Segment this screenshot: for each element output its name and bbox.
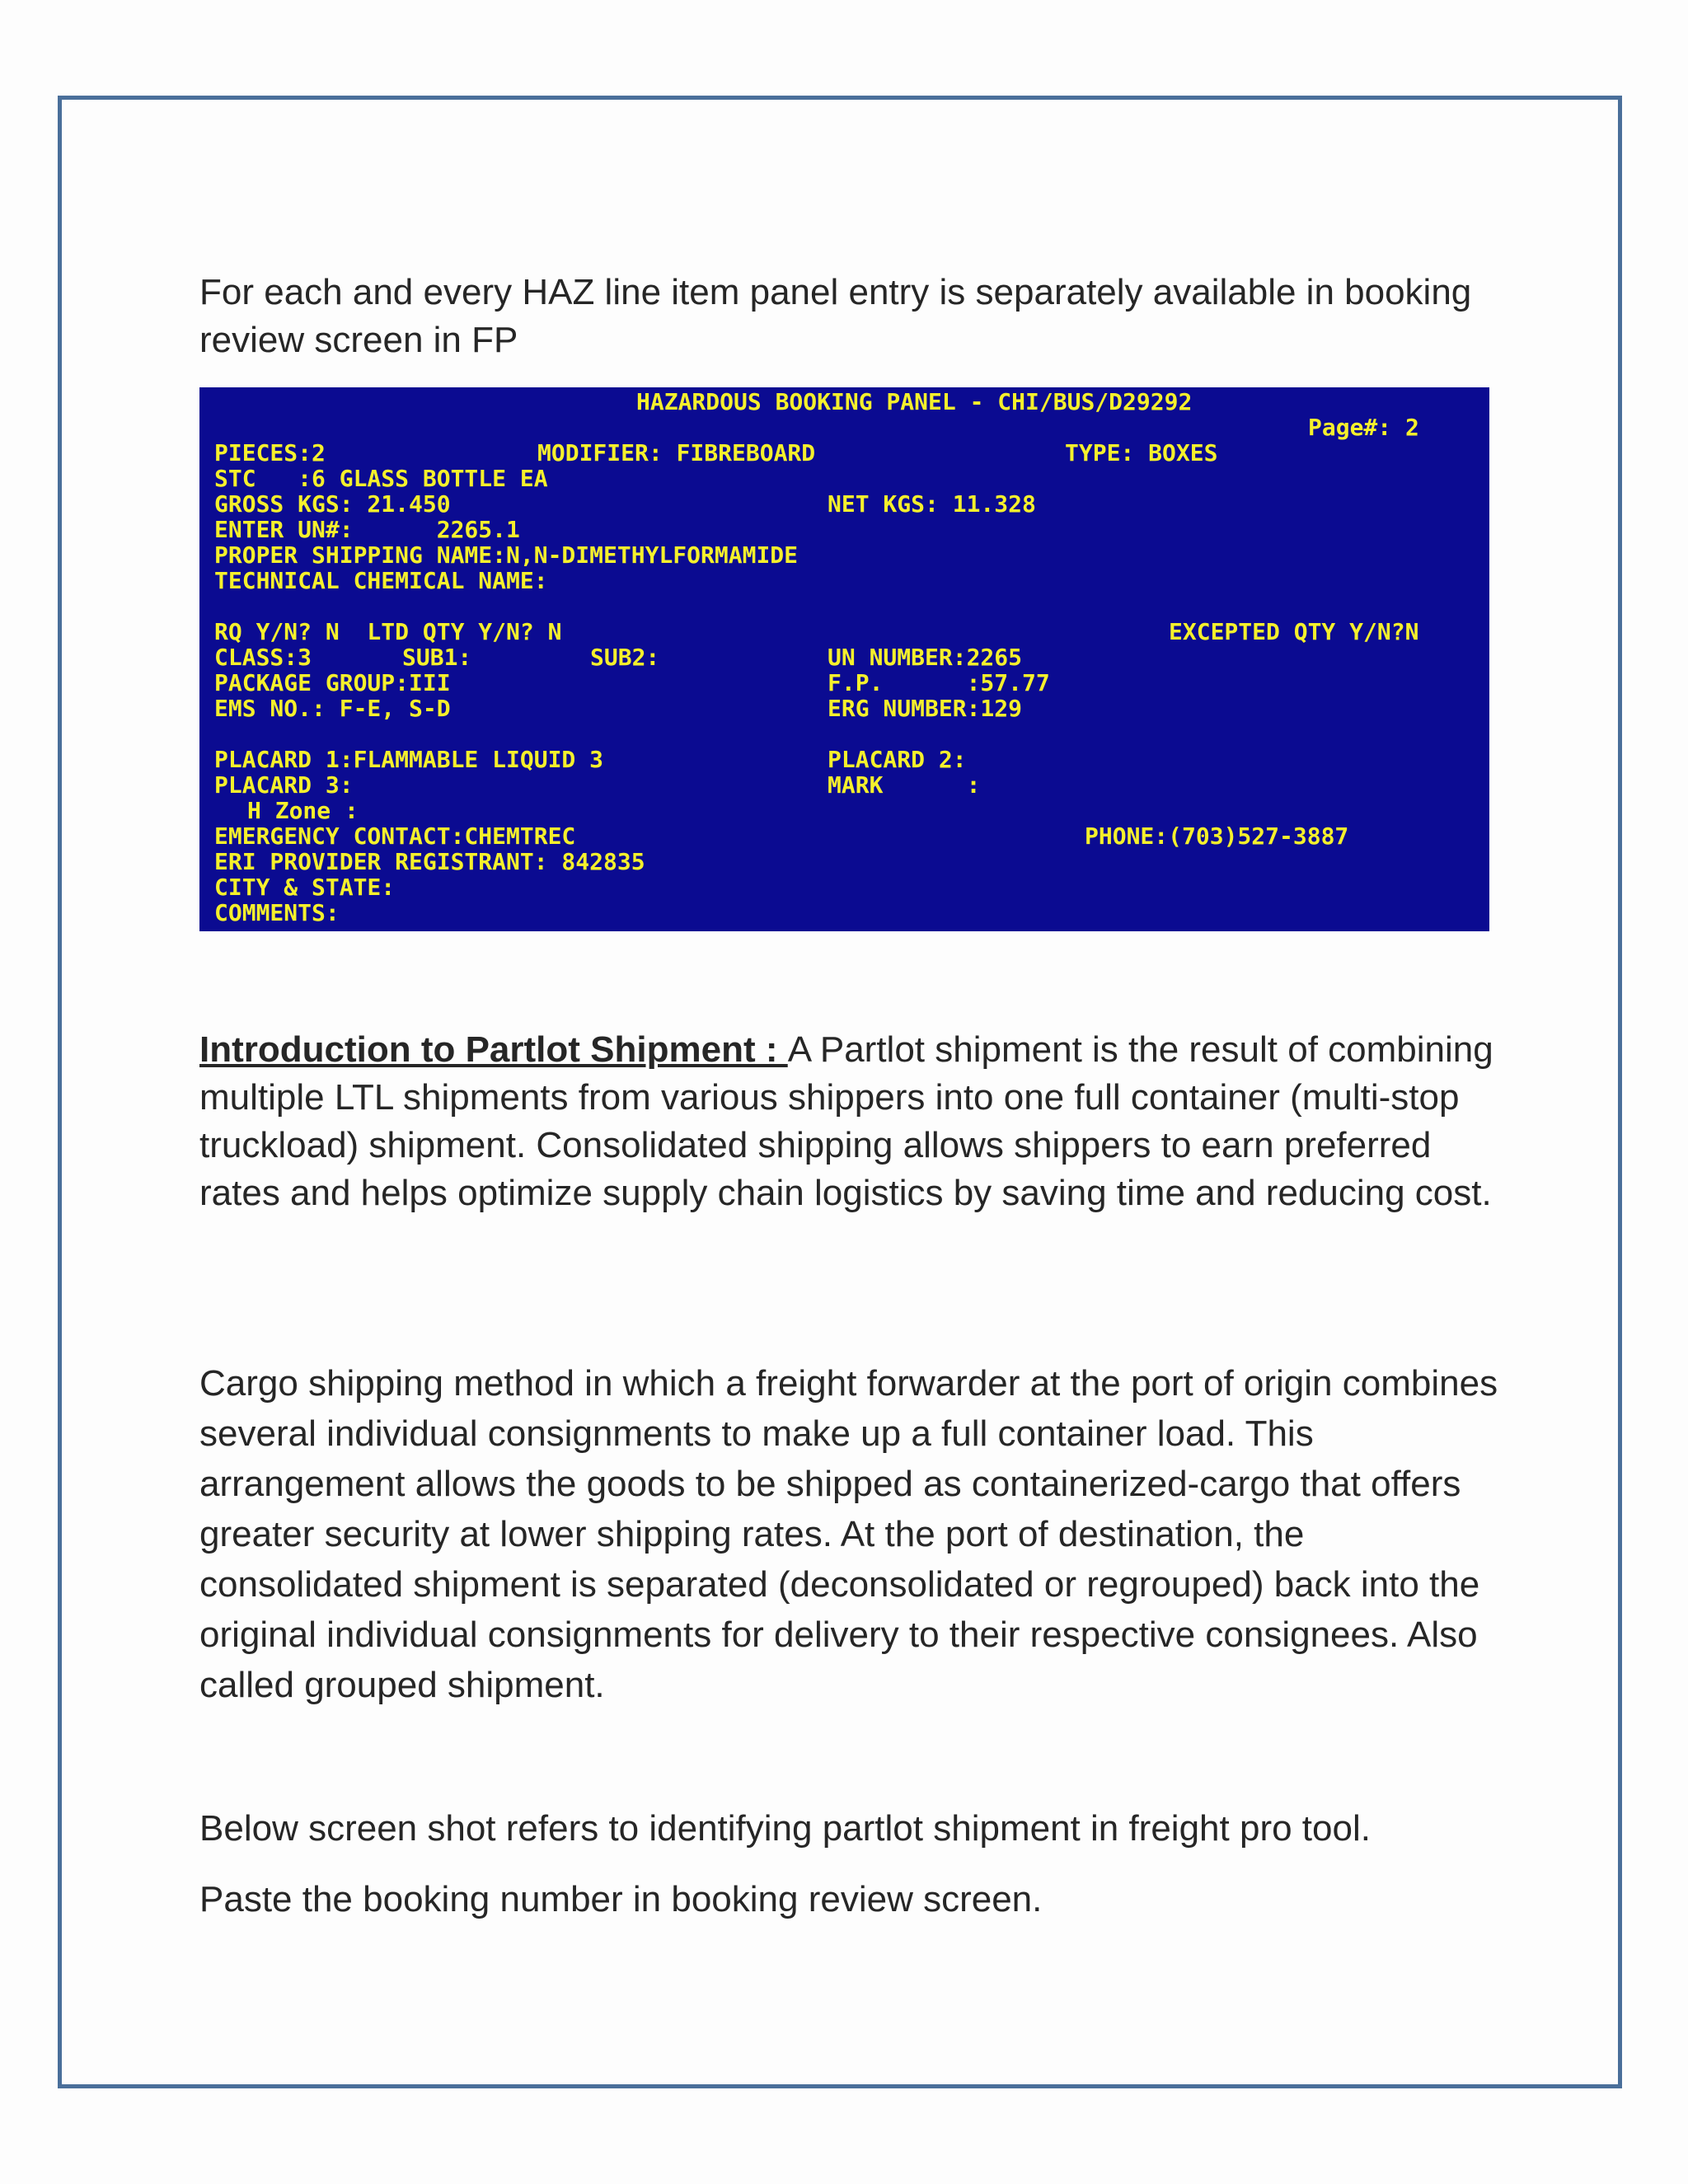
partlot-paragraph bbox=[199, 1026, 1510, 1217]
net-kgs-field[interactable]: NET KGS: 11.328 bbox=[828, 490, 1036, 518]
technical-chemical-name-field[interactable]: TECHNICAL CHEMICAL NAME: bbox=[214, 567, 548, 594]
intro-paragraph: For each and every HAZ line item panel entry is separately available in booking review screen in FP bbox=[199, 272, 1472, 360]
un-row bbox=[199, 517, 1489, 542]
package-group-field[interactable]: PACKAGE GROUP:III bbox=[214, 669, 451, 696]
eri-provider-field[interactable]: ERI PROVIDER REGISTRANT: 842835 bbox=[214, 848, 645, 875]
rq-row bbox=[199, 619, 1489, 644]
placard-row-1 bbox=[199, 747, 1489, 772]
excepted-qty-field[interactable]: EXCEPTED QTY Y/N?N bbox=[1169, 618, 1419, 645]
sub2-field[interactable]: SUB2: bbox=[590, 644, 660, 671]
modifier-field[interactable]: MODIFIER: FIBREBOARD bbox=[537, 439, 816, 466]
weight-row bbox=[199, 491, 1489, 517]
hazardous-booking-panel bbox=[199, 387, 1489, 931]
paste-instruction: Paste the booking number in booking review screen. bbox=[199, 1879, 1043, 1919]
panel-page-row bbox=[199, 415, 1489, 440]
sub1-field[interactable]: SUB1: bbox=[402, 644, 472, 671]
placard-2-field[interactable]: PLACARD 2: bbox=[828, 746, 967, 773]
phone-field[interactable]: PHONE:(703)527-3887 bbox=[1085, 823, 1349, 850]
city-state-field[interactable]: CITY & STATE: bbox=[214, 874, 396, 901]
stc-row bbox=[199, 466, 1489, 491]
ems-no-field[interactable]: EMS NO.: F-E, S-D bbox=[214, 695, 451, 722]
page-number: Page#: 2 bbox=[1308, 414, 1419, 441]
pieces-field[interactable]: PIECES:2 bbox=[214, 439, 326, 466]
placard-3-field[interactable]: PLACARD 3: bbox=[214, 771, 354, 799]
screenshot-note: Below screen shot refers to identifying partlot shipment in freight pro tool. bbox=[199, 1808, 1371, 1849]
panel-title: HAZARDOUS BOOKING PANEL - CHI/BUS/D29292 bbox=[636, 388, 1193, 415]
erg-number-field[interactable]: ERG NUMBER:129 bbox=[828, 695, 1023, 722]
ems-row bbox=[199, 696, 1489, 721]
class-row bbox=[199, 644, 1489, 670]
gross-kgs-field[interactable]: GROSS KGS: 21.450 bbox=[214, 490, 451, 518]
eri-row bbox=[199, 849, 1489, 874]
partlot-heading: Introduction to Partlot Shipment : bbox=[199, 1029, 788, 1070]
cargo-paragraph: Cargo shipping method in which a freight forwarder at the port of origin combines several individual consignments to make up a full container load. This arrangement allows the goods to be shipped as containerized-cargo that offers greater security at lower shipping rates. At the port of destination, the consolidated shipment is separated (deconsolidated or regrouped) back into the original individual consignments for delivery to their respective consignees. Also called grouped shipment. bbox=[199, 1363, 1498, 1705]
flash-point-field[interactable]: F.P. :57.77 bbox=[828, 669, 1050, 696]
un-number-field[interactable]: UN NUMBER:2265 bbox=[828, 644, 1023, 671]
placard-1-field[interactable]: PLACARD 1:FLAMMABLE LIQUID 3 bbox=[214, 746, 604, 773]
partlot-text: A Partlot shipment is the result of combining multiple LTL shipments from various shippers into one full container (multi-stop truckload) shipment. Consolidated shipping allows shippers to earn preferred rates and helps optimize supply chain logistics by saving time and reducing cost. bbox=[199, 1029, 1493, 1213]
type-field[interactable]: TYPE: BOXES bbox=[1065, 439, 1218, 466]
class-field[interactable]: CLASS:3 bbox=[214, 644, 312, 671]
enter-un-field[interactable]: ENTER UN#: 2265.1 bbox=[214, 516, 520, 543]
emergency-contact-field[interactable]: EMERGENCY CONTACT:CHEMTREC bbox=[214, 823, 576, 850]
proper-shipping-row bbox=[199, 542, 1489, 568]
pieces-row bbox=[199, 440, 1489, 466]
mark-field[interactable]: MARK : bbox=[828, 771, 981, 799]
h-zone-field[interactable]: H Zone : bbox=[247, 797, 359, 824]
proper-shipping-name-field[interactable]: PROPER SHIPPING NAME:N,N-DIMETHYLFORMAMIDE bbox=[214, 541, 799, 569]
stc-field[interactable]: STC :6 GLASS BOTTLE EA bbox=[214, 465, 548, 492]
comments-row bbox=[199, 900, 1489, 926]
package-group-row bbox=[199, 670, 1489, 696]
comments-field[interactable]: COMMENTS: bbox=[214, 899, 340, 926]
placard-row-2 bbox=[199, 772, 1489, 798]
panel-header-row bbox=[199, 389, 1489, 415]
rq-ltd-qty-field[interactable]: RQ Y/N? N LTD QTY Y/N? N bbox=[214, 618, 562, 645]
city-state-row bbox=[199, 874, 1489, 900]
emergency-row bbox=[199, 823, 1489, 849]
h-zone-row bbox=[199, 798, 1489, 823]
technical-name-row bbox=[199, 568, 1489, 593]
